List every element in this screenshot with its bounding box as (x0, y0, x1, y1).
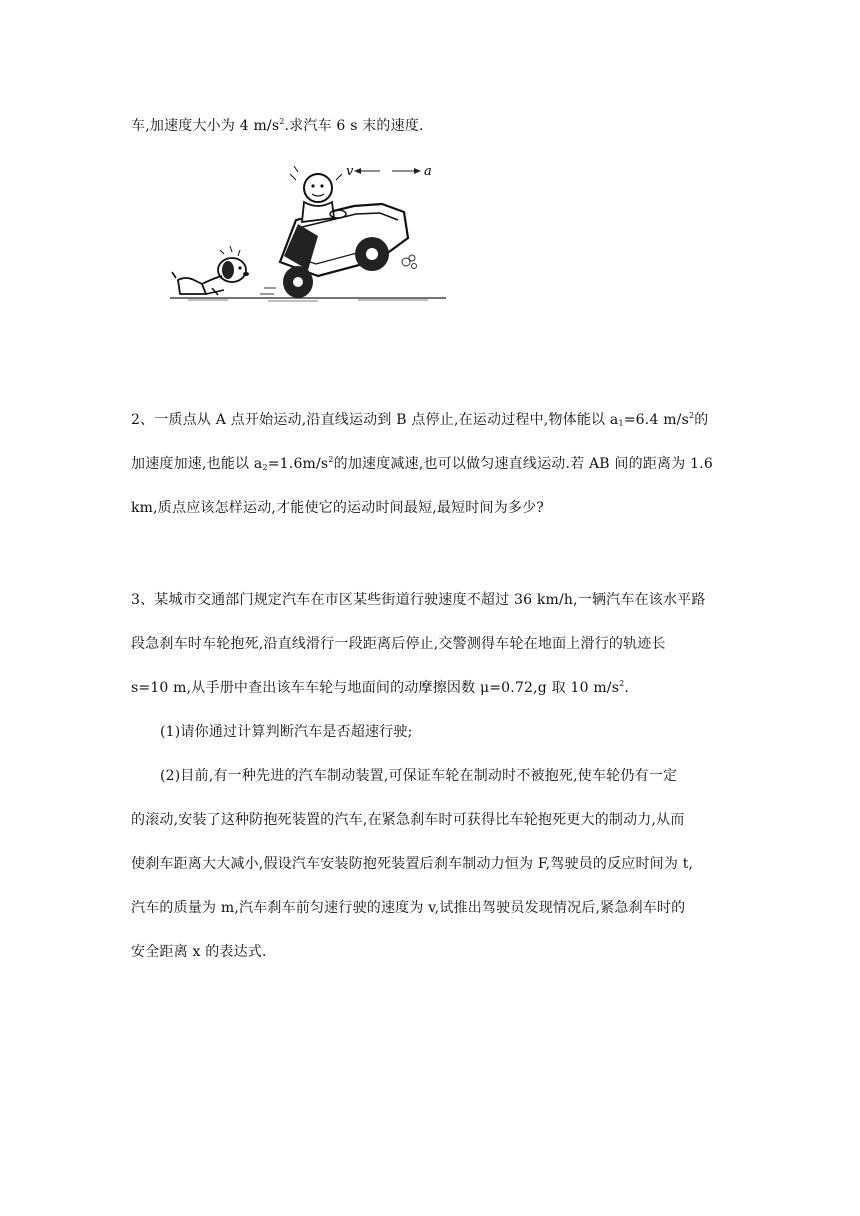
problem3-part2-line3: 使刹车距离大大减小,假设汽车安装防抱死装置后刹车制动力恒为 F,驾驶员的反应时间为 t, (131, 856, 694, 872)
text-run: 的 (694, 412, 709, 428)
text-run: 车,加速度大小为 4 m/s (131, 118, 280, 134)
superscript: 2 (328, 455, 334, 464)
problem3-line2: 段急刹车时车轮抱死,沿直线滑行一段距离后停止,交警测得车轮在地面上滑行的轨迹长 (131, 636, 666, 652)
problem2-line1 (131, 410, 708, 430)
problem3-part1: (1)请你通过计算判断汽车是否超速行驶; (160, 724, 413, 740)
superscript: 2 (688, 411, 695, 420)
text-run: 2、一质点从 A 点开始运动,沿直线运动到 B 点停止,在运动过程中,物体能以 a (131, 412, 619, 428)
text-run: =1.6m/s (267, 456, 329, 472)
problem3-line3 (131, 678, 629, 698)
subscript: 1 (618, 419, 624, 428)
superscript: 2 (619, 679, 625, 688)
problem3-line1: 3、某城市交通部门规定汽车在市区某些街道行驶速度不超过 36 km/h,一辆汽车在该水平路 (131, 592, 706, 608)
subscript: 2 (262, 463, 268, 472)
text-run: =6.4 m/s (623, 412, 689, 428)
car-braking-illustration (168, 158, 448, 304)
problem3-part2-line4: 汽车的质量为 m,汽车刹车前匀速行驶的速度为 v,试推出驾驶员发现情况后,紧急刹车时的 (131, 900, 686, 916)
problem3-part2-line1: (2)目前,有一种先进的汽车制动装置,可保证车轮在制动时不被抱死,使车轮仍有一定 (160, 768, 678, 784)
problem3-part2-line5: 安全距离 x 的表达式. (131, 944, 267, 960)
text-run: 加速度加速,也能以 a (131, 456, 263, 472)
text-run: 的加速度减速,也可以做匀速直线运动.若 AB 间的距离为 1.6 (333, 456, 713, 472)
text-run: .求汽车 6 s 末的速度. (284, 118, 424, 134)
problem3-part2-line2: 的滚动,安装了这种防抱死装置的汽车,在紧急刹车时可获得比车轮抱死更大的制动力,从而 (131, 812, 685, 828)
problem1-line1 (131, 116, 424, 136)
superscript: 2 (279, 117, 285, 126)
car-braking-drawing (168, 158, 448, 304)
acceleration-label: a (424, 164, 432, 179)
problem2-line2 (131, 454, 713, 474)
text-run: . (624, 680, 630, 696)
problem2-line3: km,质点应该怎样运动,才能使它的运动时间最短,最短时间为多少? (131, 500, 545, 516)
text-run: s=10 m,从手册中查出该车车轮与地面间的动摩擦因数 μ=0.72,g 取 10 m/s (131, 680, 620, 696)
velocity-label: v (346, 164, 354, 179)
